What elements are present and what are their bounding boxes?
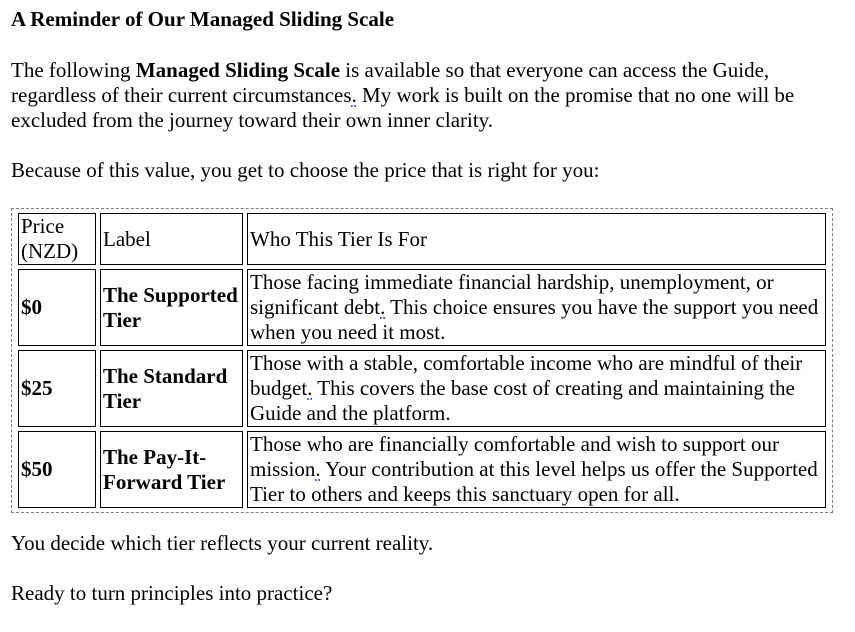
table-row xyxy=(18,269,826,346)
header-label: Label xyxy=(100,213,243,265)
page-title: A Reminder of Our Managed Sliding Scale xyxy=(11,7,395,31)
header-price: Price (NZD) xyxy=(18,213,96,265)
tier-desc-a: Those with a stable, comfortable income who are mindful of their budget xyxy=(250,351,803,400)
tier-desc-a: Those facing immediate financial hardship, unemployment, or significant debt xyxy=(250,270,774,319)
pricing-table-container xyxy=(11,208,833,513)
tier-description xyxy=(247,350,826,427)
tier-label: The Supported Tier xyxy=(100,269,243,346)
tier-label: The Pay-It-Forward Tier xyxy=(100,431,243,508)
grammar-mark[interactable]: . xyxy=(380,295,386,319)
tier-label: The Standard Tier xyxy=(100,350,243,427)
header-who: Who This Tier Is For xyxy=(247,213,826,265)
table-header-row xyxy=(18,213,826,265)
intro-middle: is available so that everyone can access the Guide, regardless of their current circumstances xyxy=(11,58,770,107)
tier-desc-b: This choice ensures you have the support you need when you need it most. xyxy=(250,295,819,344)
tier-description xyxy=(247,269,826,346)
table-row xyxy=(18,431,826,508)
tier-desc-b: This covers the base cost of creating and maintaining the Guide and the platform. xyxy=(250,376,795,425)
intro-prefix: The following xyxy=(11,58,136,82)
tier-price: $0 xyxy=(18,269,96,346)
tier-description xyxy=(247,431,826,508)
ready-paragraph: Ready to turn principles into practice? xyxy=(11,581,333,605)
grammar-mark[interactable]: . xyxy=(315,457,321,481)
tier-price: $25 xyxy=(18,350,96,427)
grammar-mark[interactable]: . xyxy=(351,83,357,107)
decide-paragraph: You decide which tier reflects your current reality. xyxy=(11,531,434,555)
tier-price: $50 xyxy=(18,431,96,508)
intro-suffix: My work is built on the promise that no one will be excluded from the journey toward their own inner clarity. xyxy=(11,83,795,132)
intro-bold: Managed Sliding Scale xyxy=(135,58,341,82)
intro-paragraph xyxy=(11,58,844,133)
tier-desc-b: Your contribution at this level helps us offer the Supported Tier to others and keeps this sanctuary open for all. xyxy=(250,457,818,506)
grammar-mark[interactable]: . xyxy=(307,376,313,400)
choose-paragraph: Because of this value, you get to choose the price that is right for you: xyxy=(11,158,600,182)
tier-desc-a: Those who are financially comfortable and wish to support our mission xyxy=(250,432,779,481)
table-row xyxy=(18,350,826,427)
pricing-table xyxy=(14,209,830,512)
